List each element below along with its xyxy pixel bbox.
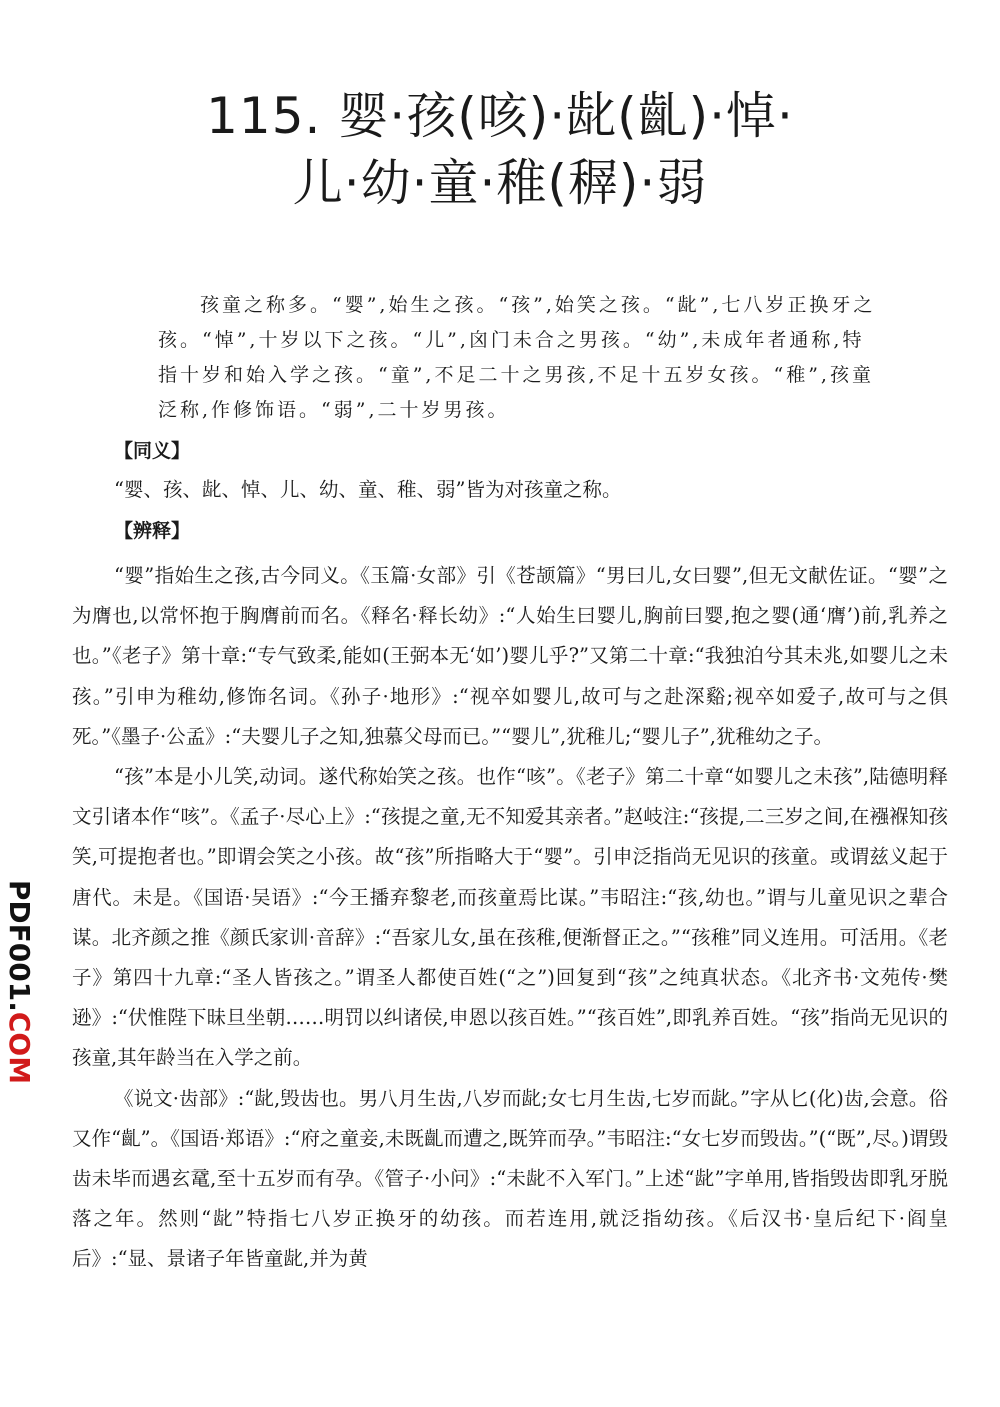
paragraph-hai: “孩”本是小儿笑,动词。遂代称始笑之孩。也作“咳”。《老子》第二十章“如婴儿之未孩”,陆德明释文引诸本作“咳”。《孟子·尽心上》:“孩提之童,无不知爱其亲者。”赵岐注:“孩提,二三岁之间,在襁褓知孩笑,可提抱者也。”即谓会笑之小孩。故“孩”所指略大于“婴”。引申泛指尚无见识的孩童。或谓兹义起于唐代。未是。《国语·吴语》:“今王播弃黎老,而孩童焉比谋。”韦昭注:“孩,幼也。”谓与儿童见识之辈合谋。北齐颜之推《颜氏家训·音辞》:“吾家儿女,虽在孩稚,便渐督正之。”“孩稚”同义连用。可活用。《老子》第四十九章:“圣人皆孩之。”谓圣人都使百姓(“之”)回复到“孩”之纯真状态。《北齐书·文苑传·樊逊》:“伏惟陛下昧旦坐朝……明罚以纠诸侯,申恩以孩百姓。”“孩百姓”,即乳养百姓。“孩”指尚无见识的孩童,其年龄当在入学之前。 [72, 765, 948, 1070]
watermark-red: COM [3, 1011, 36, 1085]
watermark [2, 862, 36, 1102]
synonym-text: “婴、孩、龀、悼、儿、幼、童、稚、弱”皆为对孩童之称。 [114, 478, 622, 501]
watermark-black: PDF001. [3, 879, 36, 1012]
analysis-body [72, 556, 948, 1280]
synonym-heading: 【同义】 [114, 440, 191, 462]
summary-text: 孩童之称多。“婴”,始生之孩。“孩”,始笑之孩。“龀”,七八岁正换牙之孩。“悼”,十岁以下之孩。“儿”,囟门未合之男孩。“幼”,未成年者通称,特指十岁和始入学之孩。“童”,不足二十之男孩,不足十五岁女孩。“稚”,孩童泛称,作修饰语。“弱”,二十岁男孩。 [158, 294, 876, 421]
paragraph-ying: “婴”指始生之孩,古今同义。《玉篇·女部》引《苍颉篇》“男曰儿,女曰婴”,但无文献佐证。“婴”之为膺也,以常怀抱于胸膺前而名。《释名·释长幼》:“人始生曰婴儿,胸前曰婴,抱之婴(通‘膺’)前,乳养之也。”《老子》第十章:“专气致柔,能如(王弼本无‘如’)婴儿乎?”又第二十章:“我独泊兮其未兆,如婴儿之未孩。”引申为稚幼,修饰名词。《孙子·地形》:“视卒如婴儿,故可与之赴深谿;视卒如爱子,故可与之俱死。”《墨子·公孟》:“夫婴儿子之知,独慕父母而已。”“婴儿”,犹稚儿;“婴儿子”,犹稚幼之子。 [72, 564, 948, 748]
paragraph-chen: 《说文·齿部》:“龀,毁齿也。男八月生齿,八岁而龀;女七月生齿,七岁而龀。”字从匕(化)齿,会意。俗又作“齓”。《国语·郑语》:“府之童妾,未既齓而遭之,既笄而孕。”韦昭注:“女七岁而毁齿。”(“既”,尽。)谓毁齿未毕而遇玄鼋,至十五岁而有孕。《管子·小问》:“未龀不入军门。”上述“龀”字单用,皆指毁齿即乳牙脱落之年。然则“龀”特指七八岁正换牙的幼孩。而若连用,就泛指幼孩。《后汉书·皇后纪下·阎皇后》:“显、景诸子年皆童龀,并为黄 [72, 1086, 948, 1271]
title-line-2: 儿·幼·童·稚(稺)·弱 [292, 154, 708, 212]
watermark-text [2, 862, 36, 1102]
title-line-1: 115. 婴·孩(咳)·龀(齓)·悼· [206, 87, 794, 145]
analysis-heading: 【辨释】 [114, 520, 191, 542]
